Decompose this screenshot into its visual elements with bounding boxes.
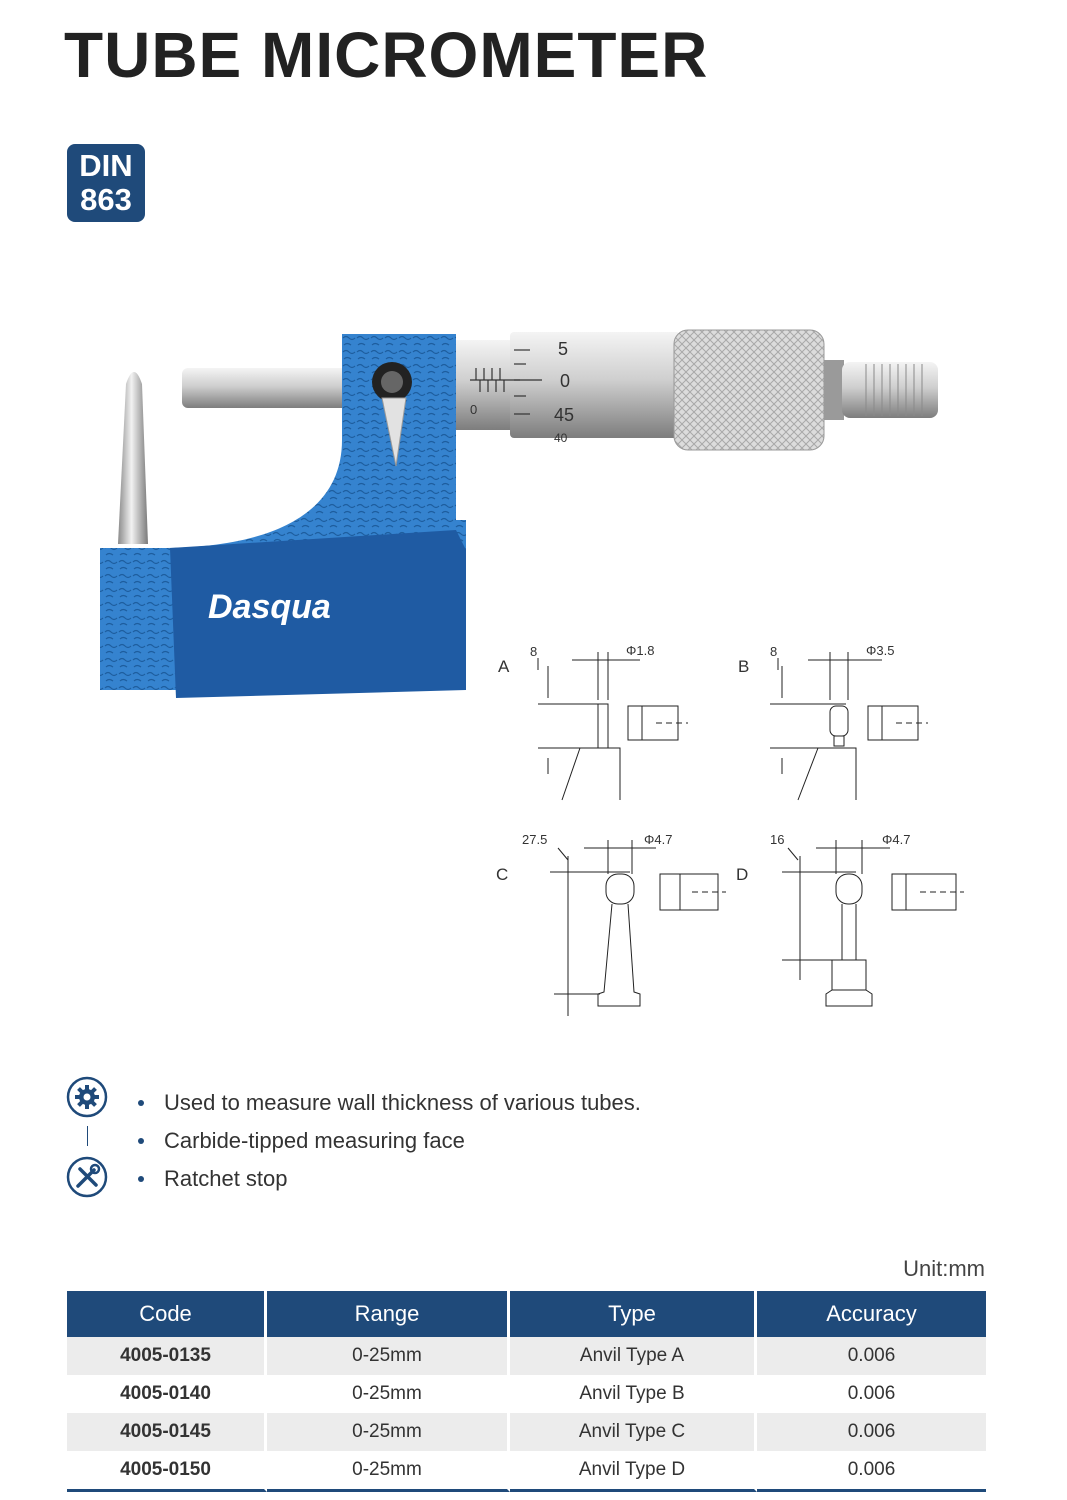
svg-text:B: B xyxy=(738,657,750,676)
header-type: Type xyxy=(510,1291,757,1337)
cell-accuracy: 0.006 xyxy=(757,1451,986,1492)
diagram-b xyxy=(738,643,928,800)
diagram-d xyxy=(736,832,964,1006)
cell-code: 4005-0150 xyxy=(67,1451,267,1492)
cell-type: Anvil Type D xyxy=(510,1451,757,1492)
cell-code: 4005-0140 xyxy=(67,1375,267,1413)
feature-list xyxy=(138,1084,641,1198)
header-code: Code xyxy=(67,1291,267,1337)
diagram-a xyxy=(498,643,688,800)
cell-accuracy: 0.006 xyxy=(757,1337,986,1375)
anvil-diagrams xyxy=(480,630,980,1030)
din-badge xyxy=(67,144,145,222)
svg-text:C: C xyxy=(496,865,509,884)
cell-accuracy: 0.006 xyxy=(757,1413,986,1451)
table-header-row xyxy=(67,1291,986,1337)
gear-icon xyxy=(66,1076,108,1118)
unit-label: Unit:mm xyxy=(903,1256,985,1281)
svg-text:Φ4.7: Φ4.7 xyxy=(882,832,911,847)
svg-text:8: 8 xyxy=(530,644,538,659)
table-row xyxy=(67,1337,986,1375)
header-range: Range xyxy=(267,1291,510,1337)
feature-item: Ratchet stop xyxy=(138,1160,641,1198)
page-title: TUBE MICROMETER xyxy=(64,19,709,91)
din-badge-line2: 863 xyxy=(80,182,132,217)
feature-divider xyxy=(87,1126,88,1146)
feature-item: Used to measure wall thickness of various tubes. xyxy=(138,1084,641,1122)
cell-type: Anvil Type A xyxy=(510,1337,757,1375)
table-row xyxy=(67,1451,986,1492)
thimble-mark-40: 40 xyxy=(554,431,568,445)
table-row xyxy=(67,1375,986,1413)
cell-type: Anvil Type C xyxy=(510,1413,757,1451)
cell-range: 0-25mm xyxy=(267,1413,510,1451)
svg-text:27.5: 27.5 xyxy=(522,832,548,847)
brand-logo: Dasqua xyxy=(208,588,331,626)
thimble-mark-5: 5 xyxy=(558,339,569,359)
svg-text:A: A xyxy=(498,657,510,676)
features-section xyxy=(66,1076,766,1206)
svg-text:Φ4.7: Φ4.7 xyxy=(644,832,673,847)
sleeve-zero: 0 xyxy=(470,402,478,417)
thimble-mark-45: 45 xyxy=(554,405,575,425)
cell-accuracy: 0.006 xyxy=(757,1375,986,1413)
cell-range: 0-25mm xyxy=(267,1337,510,1375)
thimble-mark-0: 0 xyxy=(560,371,571,391)
cell-range: 0-25mm xyxy=(267,1451,510,1492)
cell-type: Anvil Type B xyxy=(510,1375,757,1413)
cell-range: 0-25mm xyxy=(267,1375,510,1413)
cell-code: 4005-0135 xyxy=(67,1337,267,1375)
spec-table xyxy=(67,1291,986,1492)
svg-text:8: 8 xyxy=(770,644,778,659)
svg-text:D: D xyxy=(736,865,749,884)
tools-icon xyxy=(66,1156,108,1198)
cell-code: 4005-0145 xyxy=(67,1413,267,1451)
din-badge-line1: DIN xyxy=(79,148,133,183)
svg-text:Φ1.8: Φ1.8 xyxy=(626,643,655,658)
table-row xyxy=(67,1413,986,1451)
svg-text:16: 16 xyxy=(770,832,785,847)
svg-text:Φ3.5: Φ3.5 xyxy=(866,643,895,658)
header-accuracy: Accuracy xyxy=(757,1291,986,1337)
diagram-c xyxy=(496,832,726,1016)
feature-item: Carbide-tipped measuring face xyxy=(138,1122,641,1160)
